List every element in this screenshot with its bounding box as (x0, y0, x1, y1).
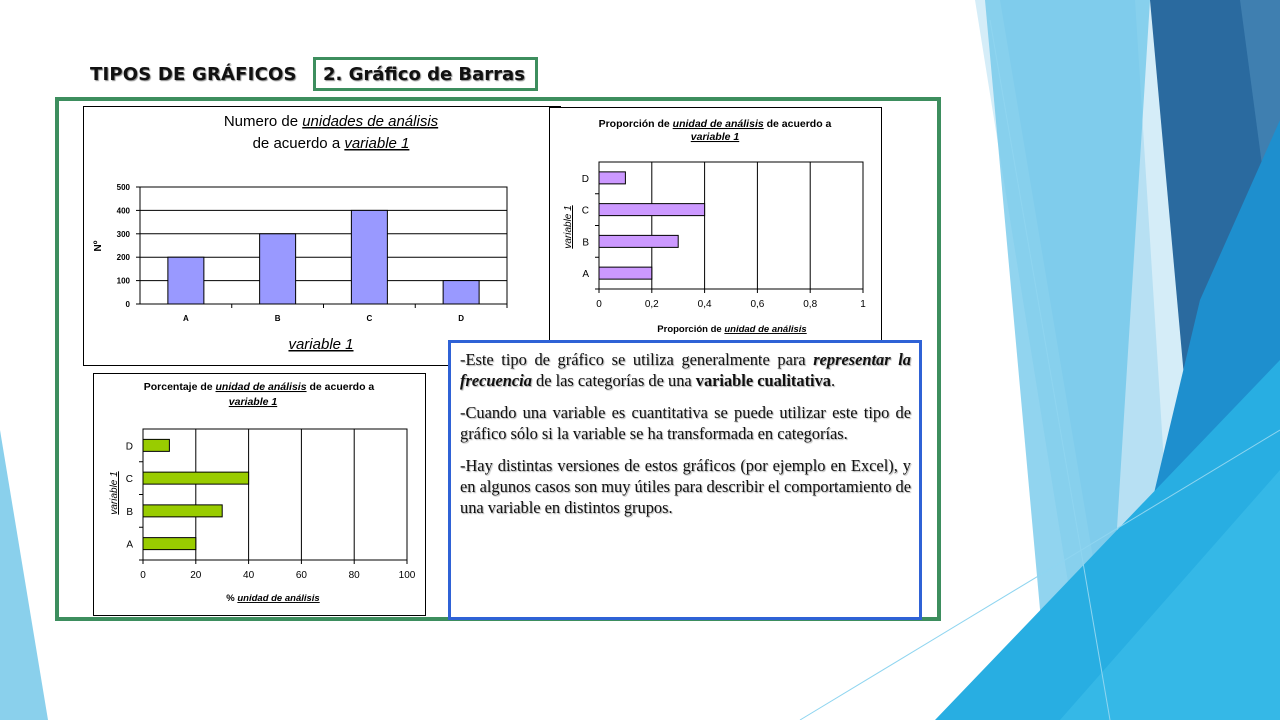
y-tick-label: C (581, 205, 589, 217)
chart-svg (83, 106, 561, 366)
page-title: TIPOS DE GRÁFICOS (90, 64, 297, 85)
p1-emphasis: representar la frecuencia (460, 350, 911, 390)
page-subtitle: 2. Gráfico de Barras (323, 64, 525, 85)
chart-porcentaje-horizontal (93, 373, 426, 616)
description-textbox (448, 340, 922, 620)
y-tick-label: C (125, 474, 133, 486)
p1-text-c: de las categorías de una (531, 371, 696, 390)
chart-title-line1: Proporción de unidad de análisis de acuerdo a (598, 118, 832, 130)
x-tick-label: 0 (596, 299, 602, 310)
x-tick-label: 0,8 (803, 299, 818, 310)
bar (599, 204, 705, 216)
bar (351, 210, 387, 304)
x-axis-label: % unidad de análisis (226, 593, 320, 604)
paragraph-2: -Cuando una variable es cuantitativa se puede utilizar este tipo de gráfico sólo si la variable se ha transformada en categorías. (460, 403, 911, 443)
x-tick-label: C (366, 314, 373, 323)
y-tick-label: A (582, 269, 589, 281)
x-tick-label: 60 (295, 570, 307, 581)
y-axis-label: Nº (93, 240, 104, 252)
p1-text-a: -Este tipo de gráfico se utiliza generalmente para (460, 350, 814, 369)
y-tick-label: 100 (116, 276, 130, 286)
chart-title-line1: Numero de unidades de análisis (223, 113, 439, 130)
chart-title-line1: Porcentaje de unidad de análisis de acuerdo a (143, 381, 375, 393)
paragraph-3: -Hay distintas versiones de estos gráficos (por ejemplo en Excel), y en algunos casos son muy útiles para describir el comportamiento de una variable en distintos grupos. (460, 456, 911, 517)
y-tick-label: B (126, 506, 133, 518)
bar (599, 235, 678, 247)
chart-svg (549, 107, 882, 349)
p1-text-e: . (830, 371, 836, 390)
y-tick-label: A (126, 539, 133, 551)
y-tick-label: 0 (125, 300, 130, 309)
y-tick-label: 500 (116, 183, 130, 192)
x-tick-label: 100 (398, 570, 416, 581)
y-tick-label: 300 (116, 229, 130, 239)
x-tick-label: B (274, 314, 281, 323)
y-axis-label: variable 1 (563, 205, 574, 249)
x-tick-label: 0 (140, 570, 146, 581)
y-tick-label: D (125, 441, 133, 453)
x-tick-label: 1 (860, 299, 866, 310)
y-tick-label: 200 (116, 253, 130, 263)
x-axis-label: Proporción de unidad de análisis (657, 324, 807, 335)
x-tick-label: 80 (348, 570, 360, 581)
bar (143, 538, 196, 550)
bar (168, 257, 204, 304)
bar (443, 281, 479, 304)
x-tick-label: 0,4 (697, 299, 712, 310)
chart-title-line2: variable 1 (690, 131, 740, 143)
chart-svg (93, 373, 426, 616)
bar (599, 267, 652, 279)
x-tick-label: 40 (243, 570, 255, 581)
x-axis-label: variable 1 (288, 336, 354, 353)
chart-proporcion-horizontal (549, 107, 882, 349)
bar (143, 505, 222, 517)
x-tick-label: 0,2 (644, 299, 659, 310)
y-axis-label: variable 1 (109, 471, 120, 515)
p1-bold: variable cualitativa (695, 371, 831, 390)
chart-title-line2: variable 1 (228, 396, 278, 408)
y-tick-label: 400 (116, 206, 130, 216)
y-tick-label: D (581, 173, 589, 185)
x-tick-label: A (182, 314, 189, 323)
chart-unidades-vertical (83, 106, 561, 366)
bar (143, 472, 249, 484)
x-tick-label: D (458, 314, 465, 323)
bar (599, 172, 625, 184)
x-tick-label: 20 (190, 570, 202, 581)
chart-title-line2: de acuerdo a variable 1 (252, 135, 410, 152)
y-tick-label: B (582, 237, 589, 249)
bar (143, 439, 169, 451)
x-tick-label: 0,6 (750, 299, 765, 310)
paragraph-1 (460, 349, 911, 391)
bar (260, 234, 296, 304)
